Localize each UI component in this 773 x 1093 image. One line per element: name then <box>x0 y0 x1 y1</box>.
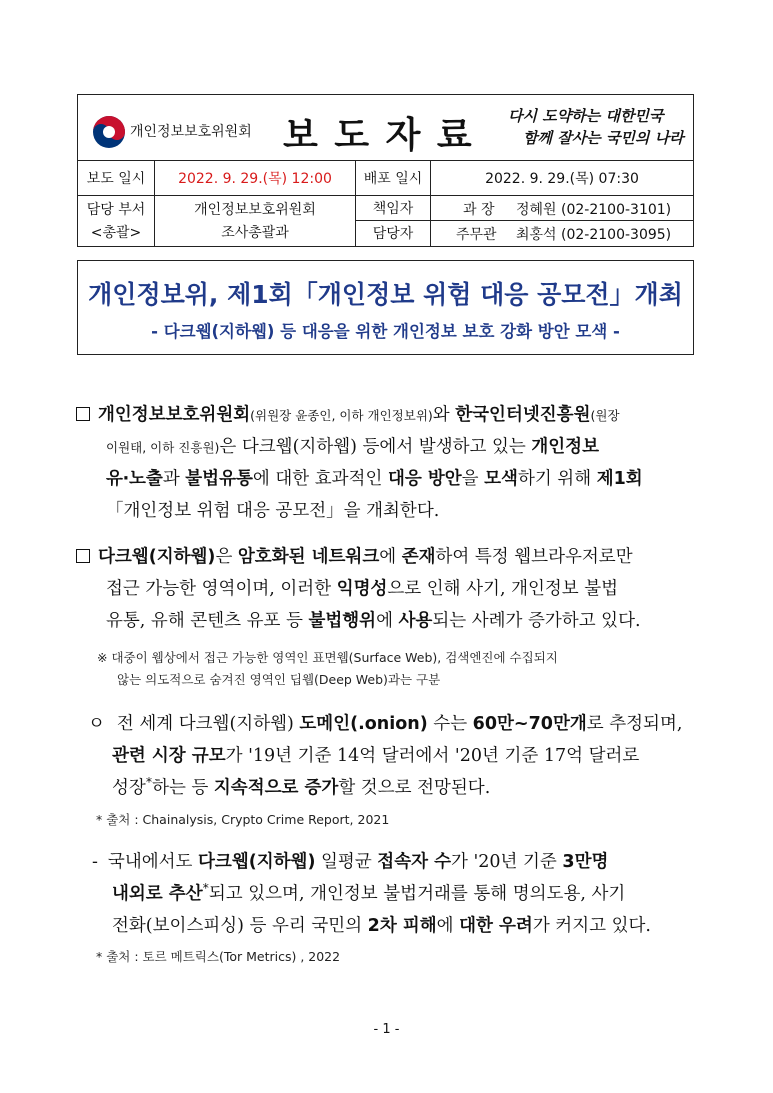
circle-bullet: ㅇ <box>88 714 105 734</box>
para2-line2: 접근 가능한 영역이며, 이러한 익명성으로 인해 사기, 개인정보 불법 <box>106 579 619 599</box>
para4-line3: 전화(보이스피싱) 등 우리 국민의 2차 피해에 대한 우려가 커지고 있다. <box>112 916 651 936</box>
dept-value-sub: 조사총괄과 <box>221 224 289 241</box>
para4-line2: 내외로 추산*되고 있으며, 개인정보 불법거래를 통해 명의도용, 사기 <box>112 880 626 904</box>
dept-value: 개인정보보호위원회 <box>194 201 316 218</box>
dash-bullet: - <box>92 852 98 872</box>
para3-source: * 출처 : Chainalysis, Crypto Crime Report, 2021 <box>96 812 390 827</box>
dept-label: 담당 부서 <box>86 201 146 218</box>
para4-source: * 출처 : 토르 메트릭스(Tor Metrics) , 2022 <box>96 949 341 964</box>
para2-note-line1: ※ 대중이 웹상에서 접근 가능한 영역인 표면웹(Surface Web), 검색엔진에 수집되지 <box>97 650 558 665</box>
para3-line1: ㅇ 전 세계 다크웹(지하웹) 도메인(.onion) 수는 60만~70만개로 추정되며, <box>88 714 683 734</box>
para4-line1: - 국내에서도 다크웹(지하웹) 일평균 접속자 수가 '20년 기준 3만명 <box>92 852 609 872</box>
page-number: - 1 - <box>373 1022 400 1037</box>
para1-line1: 개인정보보호위원회(위원장 윤종인, 이하 개인정보위)와 한국인터넷진흥원(원장 <box>76 401 620 426</box>
para2-line3: 유통, 유해 콘텐츠 유포 등 불법행위에 사용되는 사례가 증가하고 있다. <box>106 611 641 631</box>
role1-label: 책임자 <box>372 201 414 217</box>
dist-date-label: 배포 일시 <box>363 170 423 187</box>
para1-line3: 유‧노출과 불법유통에 대한 효과적인 대응 방안을 모색하기 위해 제1회 <box>106 469 643 489</box>
role2-label: 담당자 <box>372 226 414 242</box>
para1-line4: 「개인정보 위험 대응 공모전」을 개최한다. <box>106 501 440 521</box>
para2-line1: 다크웹(지하웹)은 암호화된 네트워크에 존재하여 특정 웹브라우저로만 <box>76 543 633 568</box>
slogan-line-1: 다시 도약하는 대한민국 <box>508 107 664 125</box>
para1-line2: 이원태, 이하 진흥원)은 다크웹(지하웹) 등에서 발생하고 있는 개인정보 <box>106 437 599 457</box>
headline-box <box>77 260 694 355</box>
role1-title: 과 장 <box>463 202 495 218</box>
para2-note-line2: 않는 의도적으로 숨겨진 영역인 딥웹(Deep Web)과는 구분 <box>117 672 441 687</box>
dist-date-value: 2022. 9. 29.(목) 07:30 <box>485 170 639 187</box>
para3-line2: 관련 시장 규모가 '19년 기준 14억 달러에서 '20년 기준 17억 달러로 <box>112 746 640 766</box>
subheadline: - 다크웹(지하웹) 등 대응을 위한 개인정보 보호 강화 방안 모색 - <box>151 322 620 341</box>
role1-person: 정혜원 (02-2100-3101) <box>516 202 672 218</box>
press-date-label: 보도 일시 <box>86 170 146 187</box>
role2-title: 주무관 <box>456 227 497 243</box>
headline: 개인정보위, 제1회「개인정보 위험 대응 공모전」개최 <box>88 280 683 309</box>
doc-type: 보 도 자 료 <box>283 115 474 156</box>
checkbox-bullet-icon <box>76 407 90 421</box>
press-header <box>77 94 694 247</box>
government-emblem-icon <box>92 115 126 149</box>
slogan-line-2: 함께 잘사는 국민의 나라 <box>523 129 684 147</box>
dept-label-sub: <총괄> <box>90 224 142 241</box>
role2-person: 최홍석 (02-2100-3095) <box>516 227 672 243</box>
press-date-value: 2022. 9. 29.(목) 12:00 <box>178 170 332 187</box>
org-name: 개인정보보호위원회 <box>130 124 252 140</box>
checkbox-bullet-icon <box>76 549 90 563</box>
para3-line3: 성장*하는 등 지속적으로 증가할 것으로 전망된다. <box>112 774 491 798</box>
